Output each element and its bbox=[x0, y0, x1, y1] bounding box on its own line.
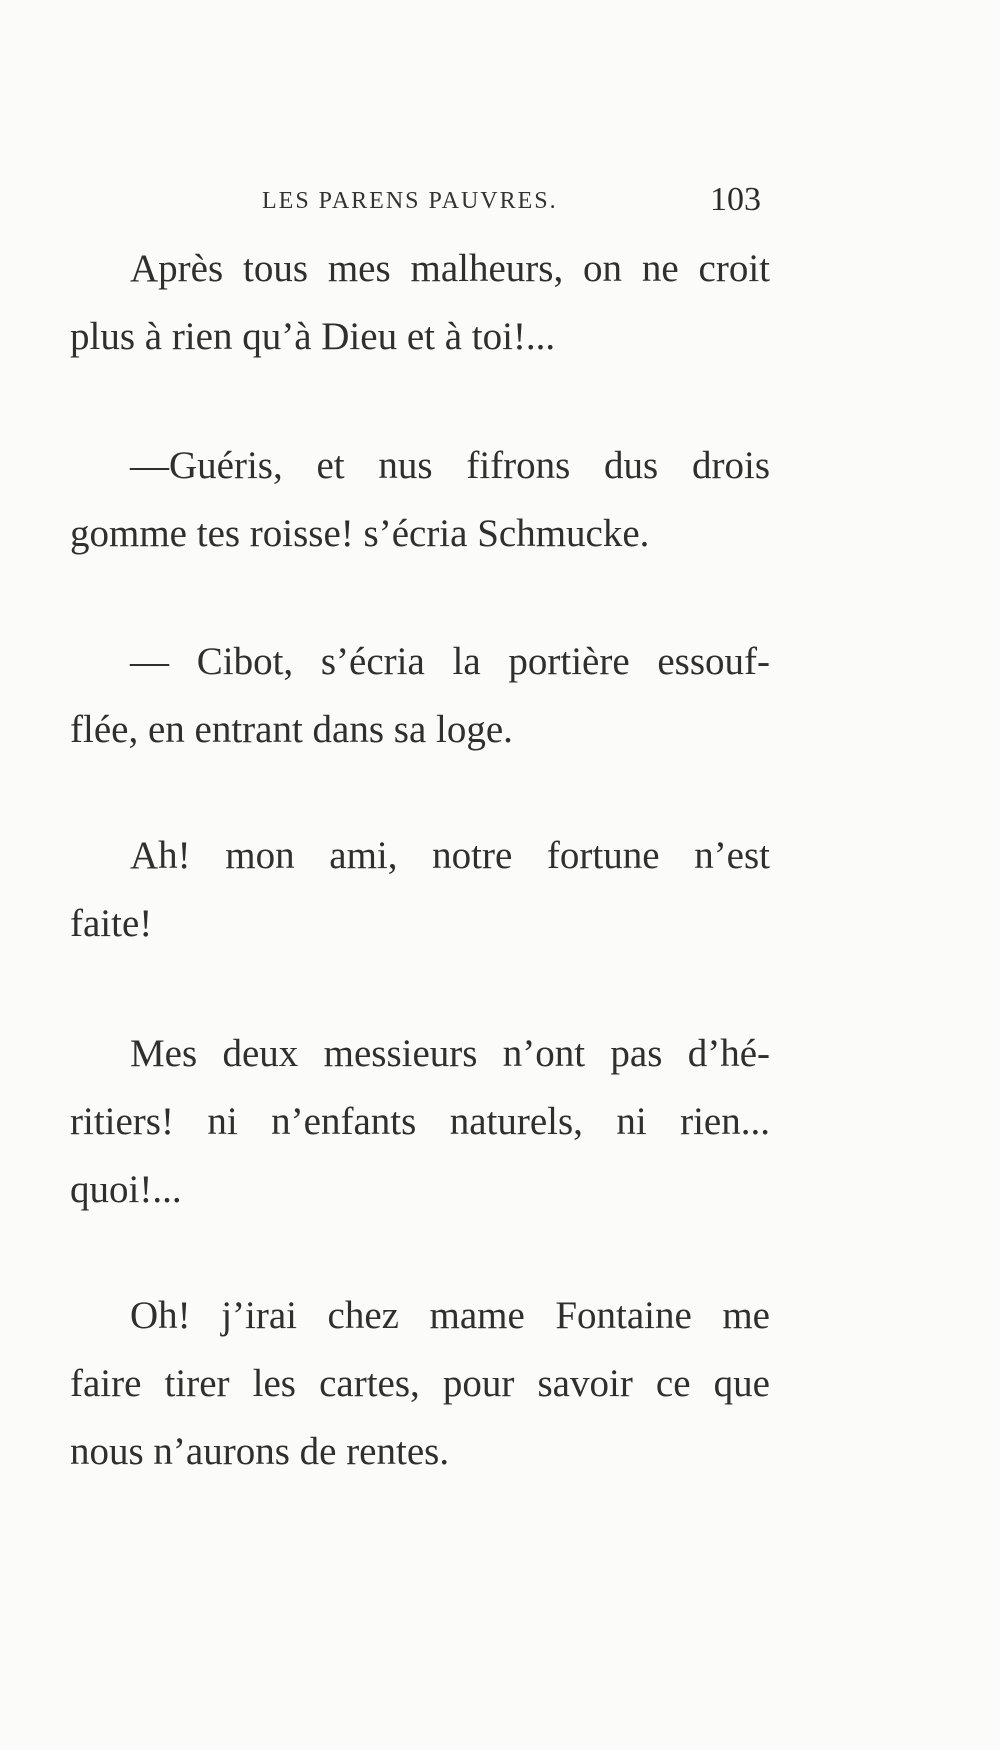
text-line: flée, en entrant dans sa loge. bbox=[70, 708, 513, 751]
text-line: Mes deux messieurs n’ont pas d’hé- bbox=[130, 1032, 770, 1075]
text-line: gomme tes roisse! s’écria Schmucke. bbox=[70, 512, 650, 555]
paragraph bbox=[70, 822, 770, 958]
text-line: — Cibot, s’écria la portière essouf- bbox=[130, 640, 770, 683]
paragraph bbox=[70, 235, 770, 371]
text-line: Ah! mon ami, notre fortune n’est bbox=[130, 834, 770, 877]
running-title: LES PARENS PAUVRES. bbox=[262, 188, 558, 214]
paragraph bbox=[70, 1282, 770, 1486]
text-line: faite! bbox=[70, 902, 153, 945]
text-line: quoi!... bbox=[70, 1168, 182, 1211]
text-line: plus à rien qu’à Dieu et à toi!... bbox=[70, 315, 556, 358]
text-line: nous n’aurons de rentes. bbox=[70, 1430, 450, 1473]
text-line: ritiers! ni n’enfants naturels, ni rien... bbox=[70, 1100, 770, 1143]
paragraph bbox=[70, 1020, 770, 1224]
text-line: faire tirer les cartes, pour savoir ce que bbox=[70, 1362, 770, 1405]
text-line: Oh! j’irai chez mame Fontaine me bbox=[130, 1294, 770, 1337]
text-line: —Guéris, et nus fifrons dus drois bbox=[130, 444, 770, 487]
paragraph bbox=[70, 432, 770, 568]
paragraph bbox=[70, 628, 770, 764]
text-line: Après tous mes malheurs, on ne croit bbox=[130, 247, 770, 290]
page-number: 103 bbox=[710, 181, 761, 218]
